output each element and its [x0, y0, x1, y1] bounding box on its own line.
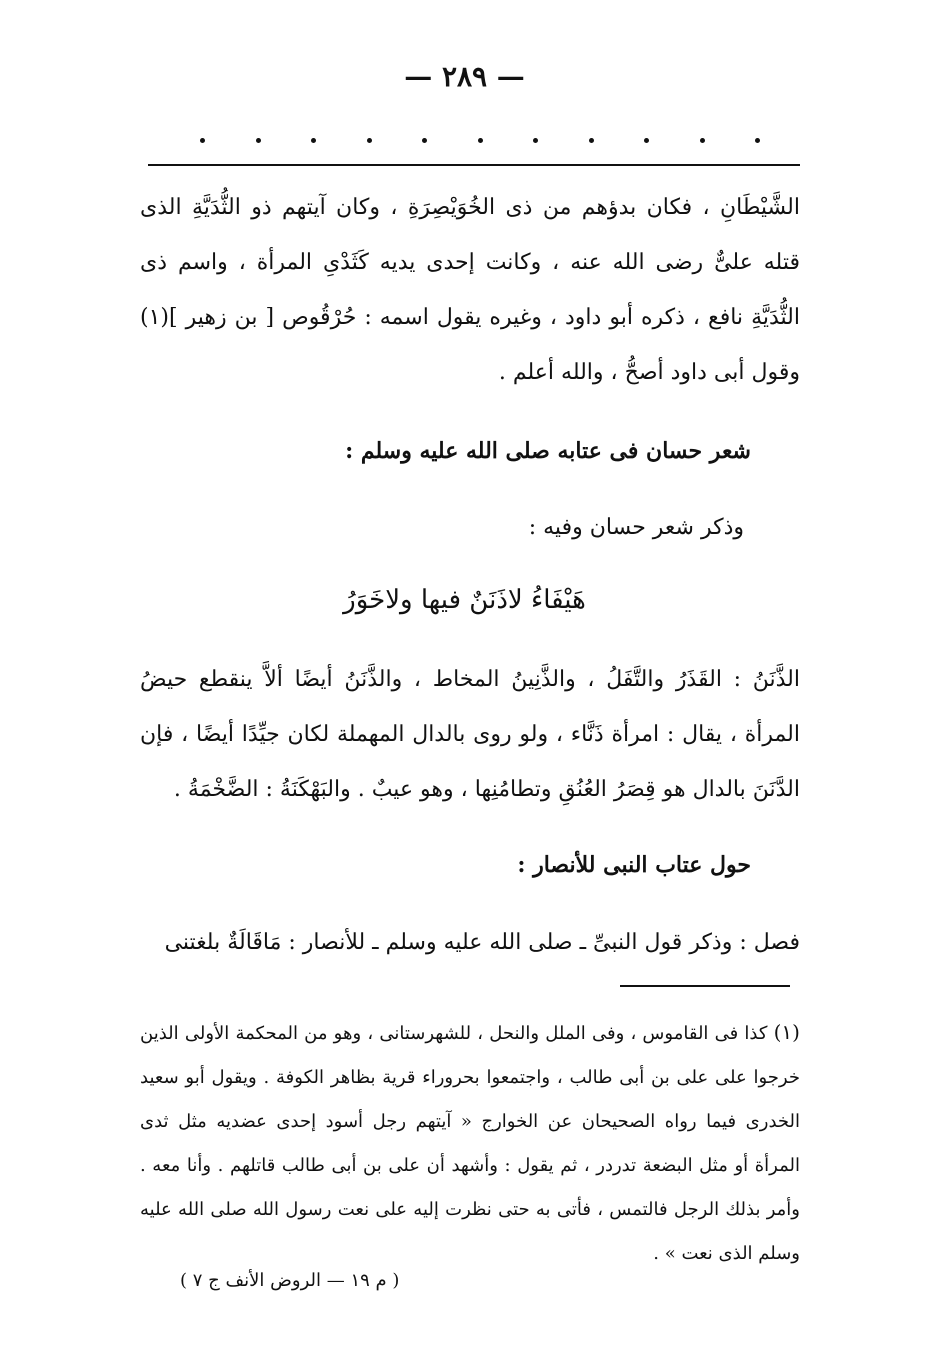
separator-dot — [200, 138, 205, 143]
intro-line: وذكر شعر حسان وفيه : — [528, 515, 744, 540]
section-heading-2: حول عتاب النبى للأنصار : — [517, 852, 751, 878]
poem-verse: هَيْفَاءُ لاذَنَنٌ فيها ولاخَوَرُ — [343, 585, 586, 615]
separator-dot — [700, 138, 705, 143]
footnote — [140, 1010, 800, 1276]
separator-dot — [256, 138, 261, 143]
separator-dot — [311, 138, 316, 143]
footnote-rule — [620, 985, 790, 987]
separator-dot — [644, 138, 649, 143]
paragraph-1: الشَّيْطَانِ ، فكان بدؤهم من ذى الخُوَيْصِرَةِ ، وكان آيتهم ذو الثُّدَيَّةِ الذى قتله علىٌّ رضى الله عنه ، وكانت إحدى يديه كَثَدْىِ المرأة ، واسم ذى الثُّدَيَّةِ نافع ، ذكره أبو داود ، وغيره يقول اسمه : حُرْقُوص [ بن زهير ](١) وقول أبى داود أصحُّ ، والله أعلم . — [140, 195, 800, 385]
dots-separator — [200, 138, 760, 143]
top-rule — [148, 164, 800, 166]
paragraph-2: الذَّنَنُ : القَذَرُ والتَّفَلُ ، والذَّنِينُ المخاط ، والذَّنَنُ أيضًا ألاَّ ينقطع حيضُ المرأة ، يقال : امرأة ذَنَّاء ، ولو روى بالدال المهملة لكان جيِّدًا أيضًا ، فإن الدَّنَنَ بالدال هو قِصَرُ العُنُقِ وتطامُنِها ، وهو عيبٌ . والبَهْكَنَةُ : الضَّخْمَةُ . — [140, 667, 801, 802]
page-number: — ٢٨٩ — — [404, 60, 525, 93]
paragraph-3: فصل : وذكر قول النبىِّ ـ صلى الله عليه وسلم ـ للأنصار : مَاقَالَةٌ بلغتنى — [164, 930, 800, 955]
page-signature: ( م ١٩ — الروض الأنف ج ٧ ) — [180, 1270, 400, 1291]
separator-dot — [478, 138, 483, 143]
separator-dot — [589, 138, 594, 143]
separator-dot — [422, 138, 427, 143]
separator-dot — [367, 138, 372, 143]
section-heading-1: شعر حسان فى عتابه صلى الله عليه وسلم : — [345, 438, 751, 464]
separator-dot — [533, 138, 538, 143]
footnote-text: كذا فى القاموس ، وفى الملل والنحل ، للشهرستانى ، وهو من المحكمة الأولى الذين خرجوا على على بن أبى طالب ، واجتمعوا بحروراء قرية بظاهر الكوفة . ويقول أبو سعيد الخدرى فيما رواه الصحيحان عن الخوارج « آيتهم رجل أسود إحدى عضديه مثل ثدى المرأة أو مثل البضعة تدردر ، ثم يقول : وأشهد أن على بن أبى طالب قاتلهم . وأنا معه . وأمر بذلك الرجل فالتمس ، فأتى به حتى نظرت إليه على نعت رسول الله صلى الله عليه وسلم الذى نعت » . — [140, 1023, 800, 1264]
footnote-mark: (١) — [773, 1020, 800, 1044]
separator-dot — [755, 138, 760, 143]
